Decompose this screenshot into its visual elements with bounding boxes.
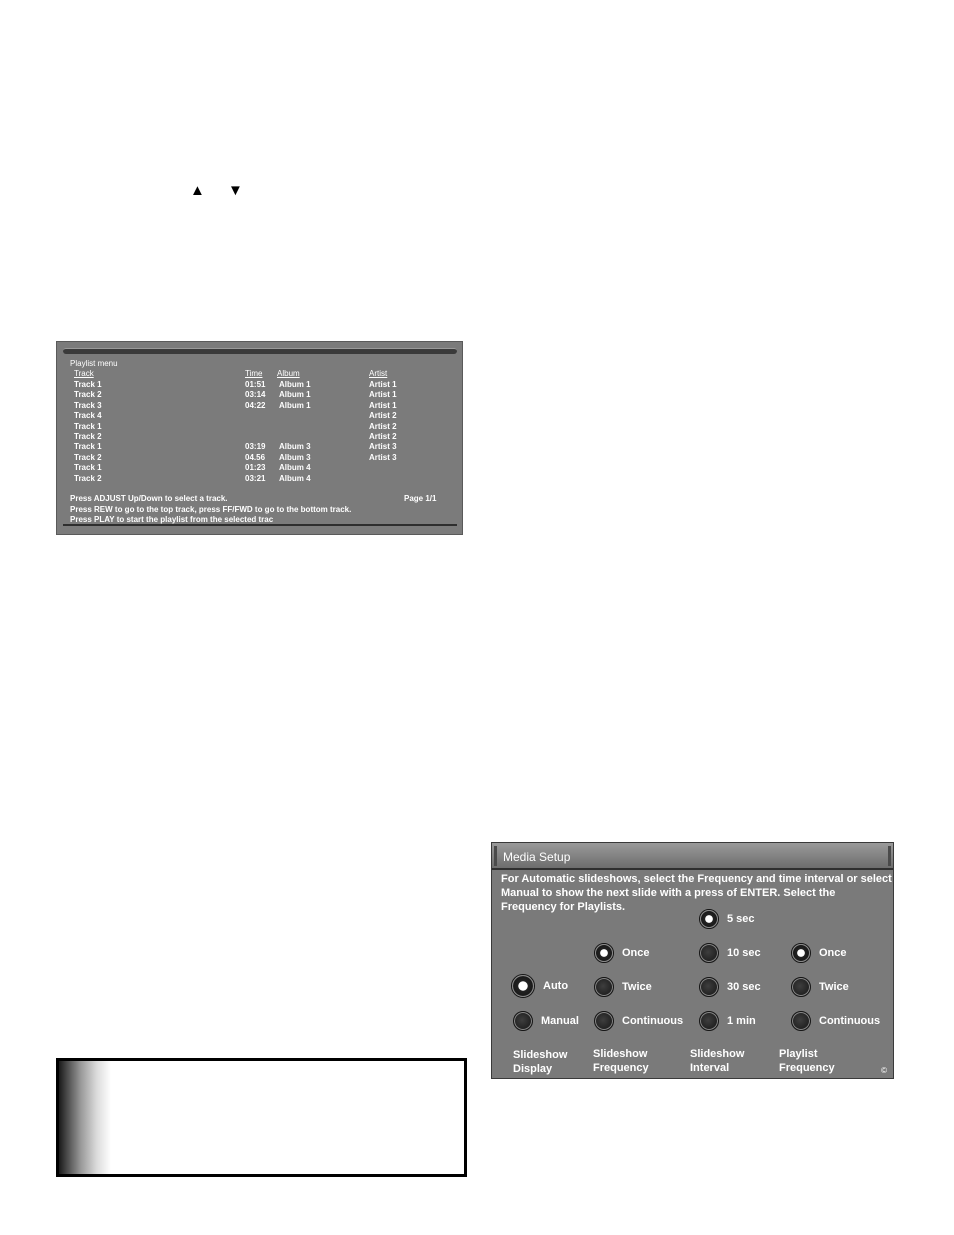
header-track: Track xyxy=(74,369,94,378)
playlist-bottom-bar xyxy=(63,524,457,526)
option-label: Twice xyxy=(819,981,849,993)
playlist-once-option[interactable] xyxy=(791,942,847,964)
help-play: Press PLAY to start the playlist from the selected trac xyxy=(70,515,274,524)
playlist-top-bar xyxy=(63,348,457,354)
media-setup-header xyxy=(492,843,893,870)
track-artist: Artist 1 xyxy=(369,400,397,410)
track-time: 03:14 xyxy=(245,390,266,400)
track-row[interactable] xyxy=(57,474,462,484)
track-artist: Artist 3 xyxy=(369,442,397,452)
radio-unselected-icon[interactable] xyxy=(594,977,614,997)
display-manual-option[interactable] xyxy=(513,1010,579,1032)
track-artist: Artist 2 xyxy=(369,411,397,421)
radio-unselected-icon[interactable] xyxy=(699,977,719,997)
track-artist: Artist 3 xyxy=(369,452,397,462)
track-time: 03:19 xyxy=(245,442,266,452)
radio-unselected-icon[interactable] xyxy=(699,1011,719,1031)
interval-5sec-option[interactable] xyxy=(699,908,755,930)
playlist-title: Playlist menu xyxy=(70,359,118,368)
playlist-menu-screen xyxy=(56,341,463,535)
media-setup-screen xyxy=(491,842,894,1079)
track-row[interactable] xyxy=(57,411,462,421)
track-name: Track 3 xyxy=(74,400,102,410)
heading-slideshow-interval: Slideshow Interval xyxy=(690,1048,745,1074)
option-label: Twice xyxy=(622,981,652,993)
display-auto-option[interactable] xyxy=(511,975,568,997)
track-row[interactable] xyxy=(57,380,462,390)
track-row[interactable] xyxy=(57,390,462,400)
track-row[interactable] xyxy=(57,442,462,452)
header-artist: Artist xyxy=(369,369,388,378)
radio-selected-icon[interactable] xyxy=(511,974,535,998)
track-name: Track 1 xyxy=(74,421,102,431)
track-name: Track 1 xyxy=(74,463,102,473)
playlist-continuous-option[interactable] xyxy=(791,1010,880,1032)
track-album: Album 1 xyxy=(279,400,311,410)
help-rew-ff: Press REW to go to the top track, press FF/FWD to go to the bottom track. xyxy=(70,504,352,514)
track-name: Track 1 xyxy=(74,380,102,389)
radio-unselected-icon[interactable] xyxy=(791,1011,811,1031)
track-artist: Artist 1 xyxy=(369,390,397,400)
track-album: Album 3 xyxy=(279,442,311,452)
radio-unselected-icon[interactable] xyxy=(699,943,719,963)
up-arrow-icon: ▲ xyxy=(190,182,205,199)
radio-selected-icon[interactable] xyxy=(699,909,719,929)
radio-unselected-icon[interactable] xyxy=(791,977,811,997)
down-arrow-icon: ▼ xyxy=(228,182,243,199)
option-label: 10 sec xyxy=(727,947,761,959)
option-label: 30 sec xyxy=(727,981,761,993)
track-time: 04:22 xyxy=(245,400,266,410)
radio-unselected-icon[interactable] xyxy=(513,1011,533,1031)
track-time: 03:21 xyxy=(245,473,266,483)
radio-unselected-icon[interactable] xyxy=(594,1011,614,1031)
radio-selected-icon[interactable] xyxy=(791,943,811,963)
option-label: 5 sec xyxy=(727,913,755,925)
page-indicator: Page 1/1 xyxy=(404,494,437,503)
media-setup-description: For Automatic slideshows, select the Frequency and time interval or select Manual to show the next slide with a press of ENTER. Select the Frequency for Playlists. xyxy=(501,873,892,913)
track-name: Track 4 xyxy=(74,411,102,421)
track-time: 01:23 xyxy=(245,463,266,473)
option-label: Manual xyxy=(541,1015,579,1027)
media-setup-title: Media Setup xyxy=(503,850,571,864)
track-album: Album 4 xyxy=(279,463,311,473)
track-row[interactable] xyxy=(57,422,462,432)
note-box xyxy=(56,1058,467,1177)
track-artist: Artist 2 xyxy=(369,421,397,431)
header-album: Album xyxy=(277,369,300,378)
heading-playlist-frequency: Playlist Frequency xyxy=(779,1048,835,1074)
track-album: Album 1 xyxy=(279,390,311,400)
interval-10sec-option[interactable] xyxy=(699,942,761,964)
track-name: Track 1 xyxy=(74,442,102,452)
track-list xyxy=(57,380,462,484)
track-row[interactable] xyxy=(57,453,462,463)
interval-1min-option[interactable] xyxy=(699,1010,756,1032)
track-album: Album 4 xyxy=(279,473,311,483)
frequency-twice-option[interactable] xyxy=(594,976,652,998)
playlist-twice-option[interactable] xyxy=(791,976,849,998)
track-row[interactable] xyxy=(57,463,462,473)
track-album: Album 1 xyxy=(279,380,311,389)
option-label: Once xyxy=(819,947,847,959)
track-name: Track 2 xyxy=(74,431,102,441)
interval-30sec-option[interactable] xyxy=(699,976,761,998)
copyright-mark: © xyxy=(881,1066,887,1075)
track-artist: Artist 1 xyxy=(369,380,397,389)
frequency-once-option[interactable] xyxy=(594,942,650,964)
track-name: Track 2 xyxy=(74,473,102,483)
help-adjust: Press ADJUST Up/Down to select a track. xyxy=(70,494,228,503)
option-label: Continuous xyxy=(622,1015,684,1027)
track-time: 04.56 xyxy=(245,452,266,462)
option-label: Continuous xyxy=(819,1015,881,1027)
header-time: Time xyxy=(245,369,263,378)
track-time: 01:51 xyxy=(245,380,266,389)
option-label: Auto xyxy=(543,980,569,992)
track-row[interactable] xyxy=(57,432,462,442)
frequency-continuous-option[interactable] xyxy=(594,1010,683,1032)
option-label: Once xyxy=(622,947,650,959)
track-artist: Artist 2 xyxy=(369,431,397,441)
heading-slideshow-frequency: Slideshow Frequency xyxy=(593,1048,649,1074)
option-label: 1 min xyxy=(727,1015,756,1027)
header-right-edge xyxy=(888,846,891,866)
header-left-edge xyxy=(494,846,497,866)
heading-slideshow-display: Slideshow Display xyxy=(513,1049,568,1075)
radio-selected-icon[interactable] xyxy=(594,943,614,963)
track-name: Track 2 xyxy=(74,452,102,462)
track-album: Album 3 xyxy=(279,452,311,462)
track-row[interactable] xyxy=(57,401,462,411)
track-name: Track 2 xyxy=(74,390,102,400)
